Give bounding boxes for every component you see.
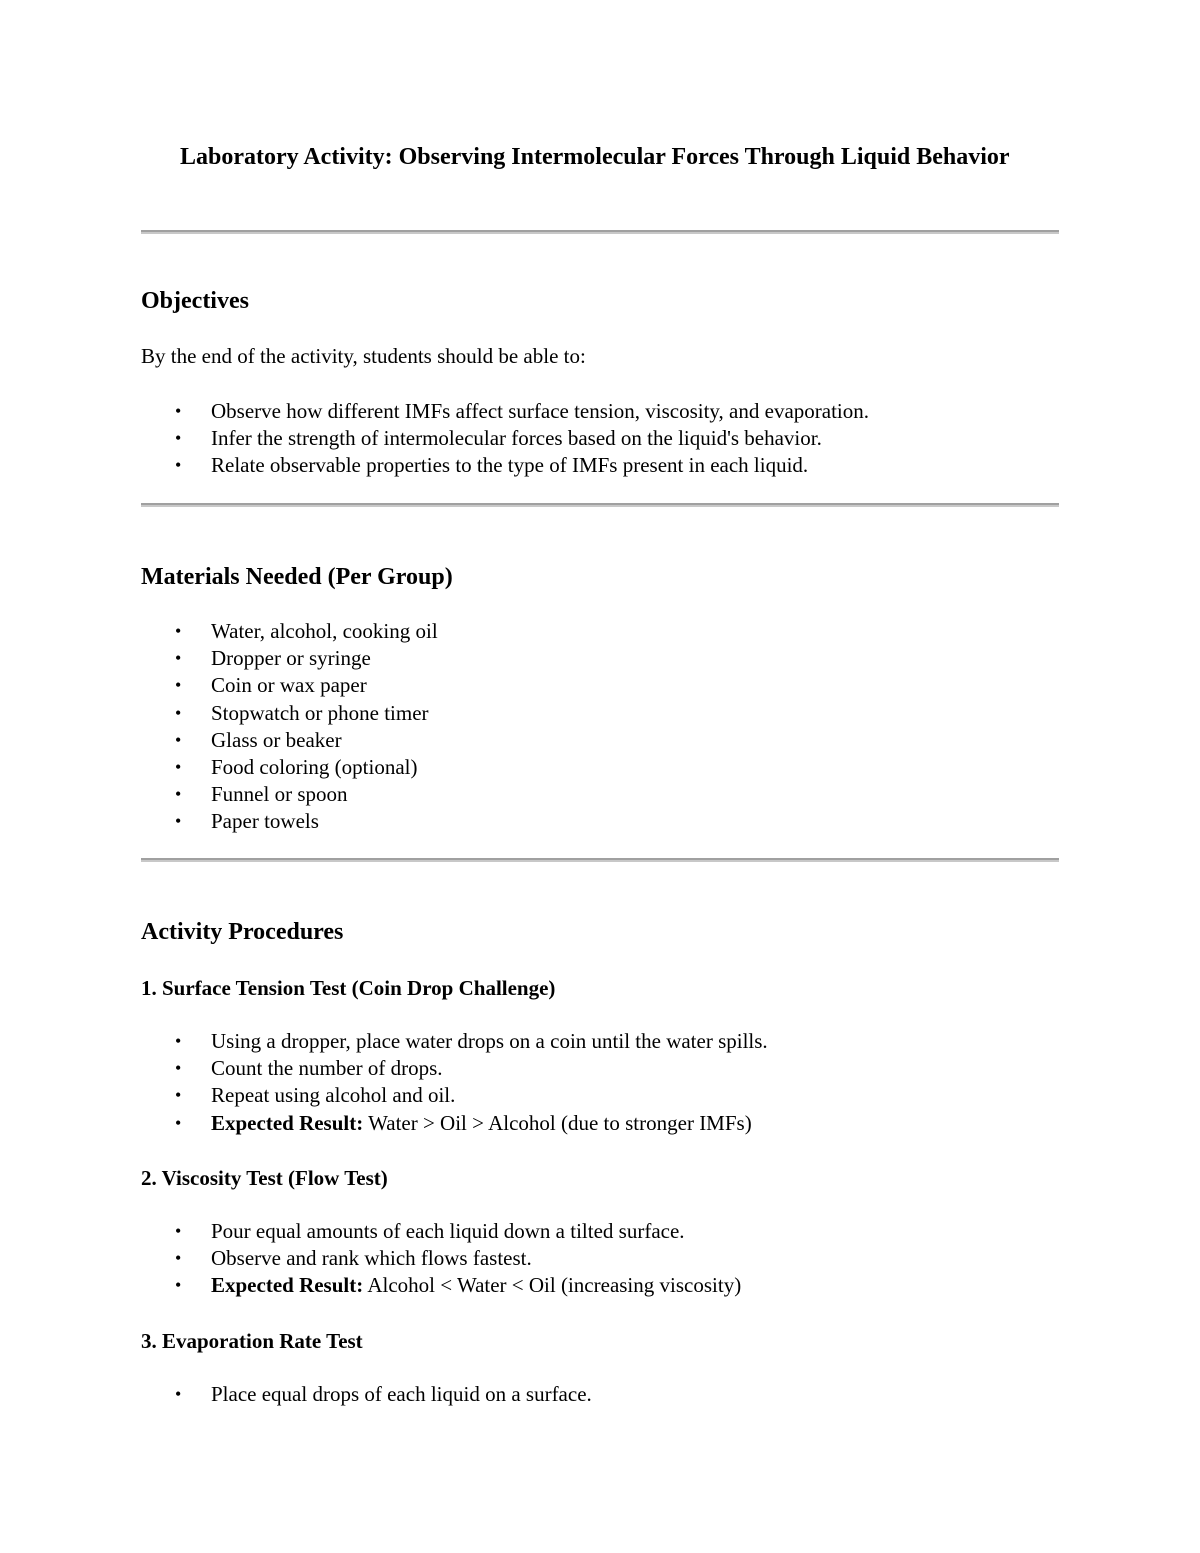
viscosity-list	[141, 1218, 741, 1300]
document-title: Laboratory Activity: Observing Intermolecular Forces Through Liquid Behavior	[180, 144, 1010, 170]
bullet-icon: •	[175, 1112, 182, 1133]
bullet-icon: •	[175, 1248, 182, 1269]
bullet-icon: •	[175, 1384, 182, 1404]
list-item	[141, 1272, 741, 1299]
expected-result-label: Expected Result:	[211, 1110, 364, 1135]
horizontal-rule	[141, 503, 1059, 507]
list-item-text: Observe and rank which flows fastest.	[211, 1246, 532, 1271]
bullet-icon: •	[175, 729, 182, 750]
expected-result-text: Alcohol < Water < Oil (increasing viscosity)	[363, 1273, 742, 1298]
list-item	[141, 398, 869, 425]
bullet-icon: •	[175, 702, 182, 723]
list-item-text: Count the number of drops.	[211, 1056, 443, 1081]
list-item-text: Using a dropper, place water drops on a coin until the water spills.	[211, 1029, 768, 1053]
list-item	[141, 1028, 768, 1055]
bullet-icon: •	[175, 621, 182, 641]
materials-heading: Materials Needed (Per Group)	[141, 564, 453, 590]
bullet-icon: •	[175, 428, 182, 449]
evaporation-heading: 3. Evaporation Rate Test	[141, 1329, 363, 1353]
horizontal-rule	[141, 858, 1059, 862]
list-item	[141, 1055, 768, 1082]
list-item-text: Relate observable properties to the type of IMFs present in each liquid.	[211, 453, 809, 478]
horizontal-rule	[141, 230, 1059, 234]
list-item	[141, 452, 869, 479]
list-item-text: Observe how different IMFs affect surface tension, viscosity, and evaporation.	[211, 399, 870, 423]
objectives-list	[141, 398, 869, 480]
list-item	[141, 618, 438, 645]
bullet-icon: •	[175, 784, 182, 805]
list-item	[141, 1110, 768, 1137]
list-item-text: Glass or beaker	[211, 727, 342, 752]
list-item	[141, 700, 438, 727]
list-item	[141, 727, 438, 754]
bullet-icon: •	[175, 1058, 182, 1079]
materials-list	[141, 618, 438, 836]
list-item-text: Dropper or syringe	[211, 646, 371, 671]
surface-tension-list	[141, 1028, 768, 1137]
objectives-intro: By the end of the activity, students should be able to:	[141, 344, 586, 368]
bullet-icon: •	[175, 757, 182, 778]
list-item	[141, 781, 438, 808]
expected-result-text: Water > Oil > Alcohol (due to stronger IMFs)	[363, 1110, 752, 1135]
bullet-icon: •	[175, 1031, 182, 1051]
list-item-text: Food coloring (optional)	[211, 755, 418, 780]
bullet-icon: •	[175, 648, 182, 669]
bullet-icon: •	[175, 455, 182, 476]
list-item	[141, 808, 438, 835]
list-item-text: Place equal drops of each liquid on a surface.	[211, 1382, 592, 1406]
list-item-text: Infer the strength of intermolecular forces based on the liquid's behavior.	[211, 426, 822, 451]
bullet-icon: •	[175, 401, 182, 421]
list-item-text: Repeat using alcohol and oil.	[211, 1083, 456, 1108]
list-item	[141, 1082, 768, 1109]
viscosity-heading: 2. Viscosity Test (Flow Test)	[141, 1166, 388, 1190]
list-item	[141, 425, 869, 452]
list-item	[141, 672, 438, 699]
list-item-text: Stopwatch or phone timer	[211, 700, 429, 725]
list-item	[141, 754, 438, 781]
list-item-text: Paper towels	[211, 809, 319, 834]
bullet-icon: •	[175, 1085, 182, 1106]
objectives-heading: Objectives	[141, 288, 249, 314]
list-item	[141, 1381, 592, 1408]
bullet-icon: •	[175, 811, 182, 832]
bullet-icon: •	[175, 675, 182, 696]
list-item	[141, 645, 438, 672]
list-item-text: Coin or wax paper	[211, 673, 367, 698]
expected-result-label: Expected Result:	[211, 1273, 364, 1298]
list-item-text: Water, alcohol, cooking oil	[211, 619, 438, 643]
evaporation-list	[141, 1381, 592, 1408]
list-item-text: Funnel or spoon	[211, 782, 348, 807]
list-item	[141, 1245, 741, 1272]
procedures-heading: Activity Procedures	[141, 919, 344, 945]
bullet-icon: •	[175, 1275, 182, 1296]
list-item-text: Pour equal amounts of each liquid down a tilted surface.	[211, 1219, 685, 1243]
list-item	[141, 1218, 741, 1245]
bullet-icon: •	[175, 1221, 182, 1241]
surface-tension-heading: 1. Surface Tension Test (Coin Drop Challenge)	[141, 976, 556, 1000]
